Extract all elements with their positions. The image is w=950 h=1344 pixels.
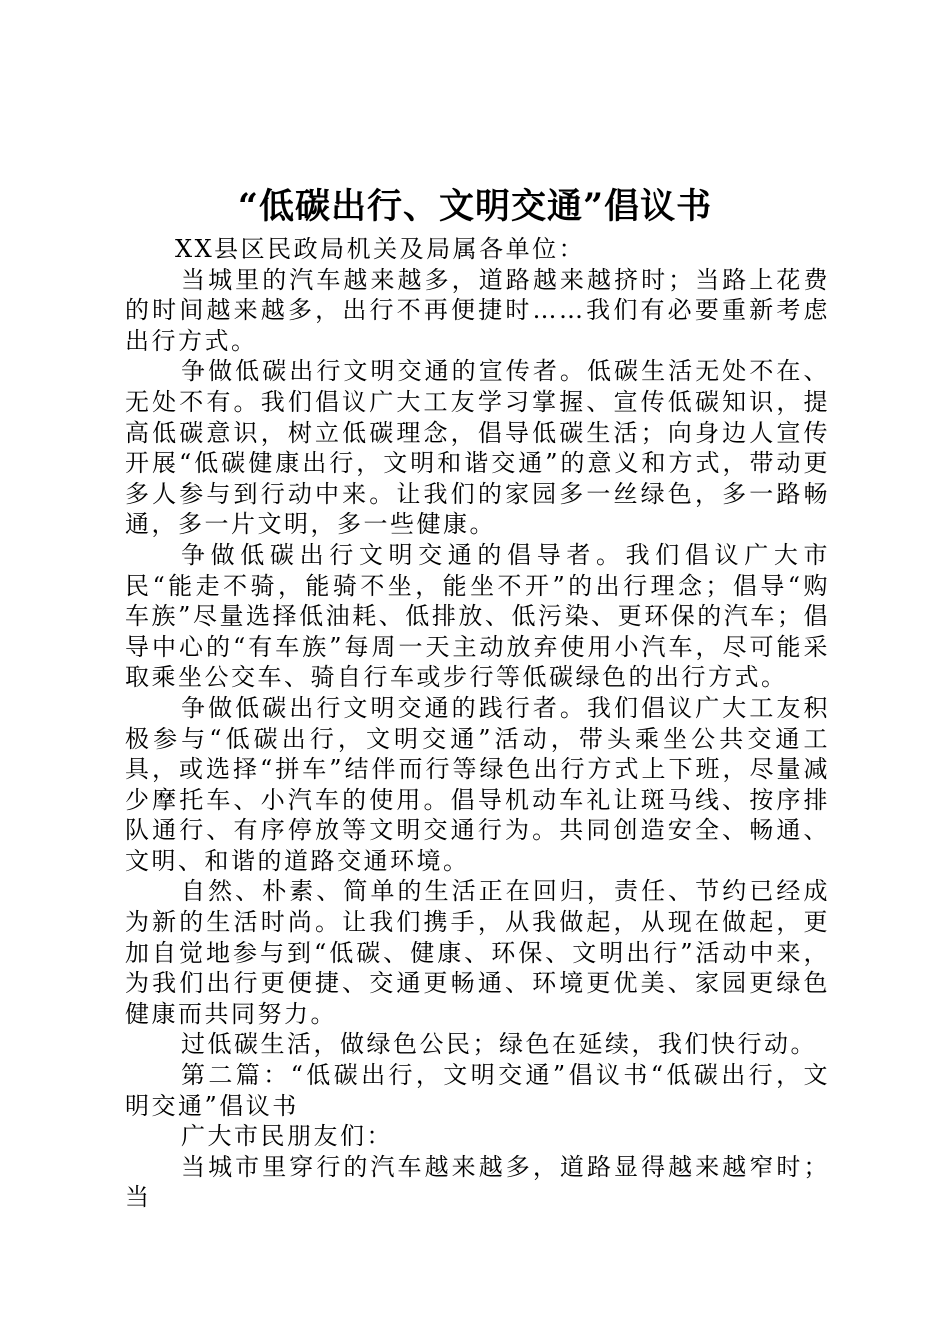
paragraph-intro: 当城里的汽车越来越多，道路越来越挤时；当路上花费的时间越来越多，出行不再便捷时……我们有必要重新考虑出行方式。	[125, 265, 830, 355]
paragraph-slogan: 过低碳生活，做绿色公民；绿色在延续，我们快行动。	[181, 1030, 817, 1059]
document-body	[125, 234, 830, 1213]
paragraph-second-article-heading: 第二篇：“低碳出行，文明交通”倡议书“低碳出行，文明交通”倡议书	[125, 1061, 830, 1120]
paragraph-advocate-publicity: 争做低碳出行文明交通的宣传者。低碳生活无处不在、无处不有。我们倡议广大工友学习掌握、宣传低碳知识，提高低碳意识，树立低碳理念，倡导低碳生活；向身边人宣传开展“低碳健康出行，文明和谐交通”的意义和方式，带动更多人参与到行动中来。让我们的家园多一丝绿色，多一路畅通，多一片文明，多一些健康。	[125, 357, 830, 539]
paragraph-advocate-practice: 争做低碳出行文明交通的践行者。我们倡议广大工友积极参与“低碳出行，文明交通”活动，带头乘坐公共交通工具，或选择“拼车”结伴而行等绿色出行方式上下班，尽量减少摩托车、小汽车的使用。倡导机动车礼让斑马线、按序排队通行、有序停放等文明交通行为。共同创造安全、畅通、文明、和谐的道路交通环境。	[125, 693, 830, 875]
second-salutation: 广大市民朋友们：	[181, 1122, 393, 1151]
paragraph-call-to-action: 自然、朴素、简单的生活正在回归，责任、节约已经成为新的生活时尚。让我们携手，从我做起，从现在做起，更加自觉地参与到“低碳、健康、环保、文明出行”活动中来，为我们出行更便捷、交通更畅通、环境更优美、家园更绿色健康而共同努力。	[125, 877, 830, 1028]
salutation: XX县区民政局机关及局属各单位：	[175, 235, 586, 263]
paragraph-second-intro: 当城市里穿行的汽车越来越多，道路显得越来越窄时；当	[125, 1152, 830, 1212]
document-title: “低碳出行、文明交通”倡议书	[237, 186, 713, 227]
paragraph-advocate-initiative: 争做低碳出行文明交通的倡导者。我们倡议广大市民“能走不骑，能骑不坐，能坐不开”的出行理念；倡导“购车族”尽量选择低油耗、低排放、低污染、更环保的汽车；倡导中心的“有车族”每周一天主动放弃使用小汽车，尽可能采取乘坐公交车、骑自行车或步行等低碳绿色的出行方式。	[125, 540, 830, 692]
